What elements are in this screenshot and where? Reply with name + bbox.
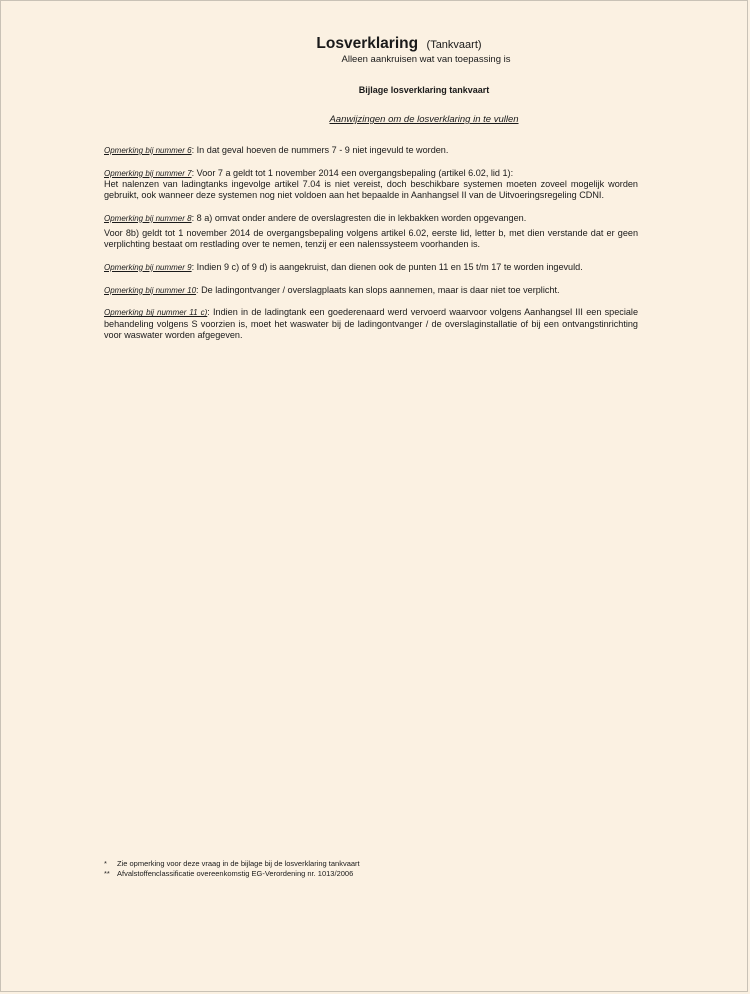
note-ref: Opmerking bij nummer 10 [104, 285, 197, 295]
note-text: : Indien 9 c) of 9 d) is aangekruist, dan dienen ook de punten 11 en 15 t/m 17 te worden ingevuld. [191, 261, 583, 272]
footnote-text: Afvalstoffenclassificatie overeenkomstig EG-Verordening nr. 1013/2006 [117, 869, 354, 878]
page-subtitle: Alleen aankruisen wat van toepassing is [341, 54, 511, 65]
note-ref: Opmerking bij nummer 8 [104, 213, 192, 223]
footnote [104, 859, 638, 869]
note-text: : Indien in de ladingtank een goederenaard werd vervoerd waarvoor volgens Aanhangsel III een speciale behandeling volgens S voorzien is, moet het waswater bij de ladingontvanger / de overslaginstallatie of bij een ontvangstinrichting voor waswater worden afgegeven. [104, 307, 638, 340]
note-extra: Voor 8b) geldt tot 1 november 2014 de overgangsbepaling volgens artikel 6.02, eerste lid, letter b, met dien verstande dat er geen verplichting bestaat om restlading over te nemen, tenzij er een nalenssysteem voorhanden is. [104, 228, 638, 250]
note-7 [104, 168, 638, 202]
footnote [104, 869, 638, 879]
note-6 [104, 145, 638, 156]
note-9 [104, 262, 638, 273]
note-10 [104, 285, 638, 296]
footnote-mark: ** [104, 869, 110, 878]
note-text: : In dat geval hoeven de nummers 7 - 9 niet ingevuld te worden. [191, 145, 449, 155]
note-text: : Voor 7 a geldt tot 1 november 2014 een overgangsbepaling (artikel 6.02, lid 1): [191, 167, 514, 178]
title-block [1, 35, 747, 66]
note-extra: Het nalenzen van ladingtanks ingevolge artikel 7.04 is niet vereist, doch beschikbare systemen moeten zoveel mogelijk worden gebruikt, ook wanneer deze systemen nog niet voldoen aan het bepaalde in Aanhangsel II van de Uitvoeringsregeling CDNI. [104, 178, 638, 201]
note-ref: Opmerking bij nummer 9 [104, 262, 192, 272]
note-text: : De ladingontvanger / overslagplaats kan slops aannemen, maar is daar niet toe verplicht. [196, 284, 560, 295]
note-ref: Opmerking bij nummer 11 c) [104, 308, 208, 318]
note-8 [104, 213, 638, 251]
note-ref: Opmerking bij nummer 7 [104, 168, 192, 178]
footnote-text: Zie opmerking voor deze vraag in de bijlage bij de losverklaring tankvaart [117, 859, 360, 868]
bijlage-heading: Bijlage losverklaring tankvaart [358, 85, 490, 95]
footnotes [104, 859, 638, 879]
note-text: : 8 a) omvat onder andere de overslagresten die in lekbakken worden opgevangen. [191, 212, 527, 223]
page-title-suffix: (Tankvaart) [426, 39, 482, 51]
note-11c [104, 307, 638, 341]
page-title: Losverklaring [316, 35, 419, 52]
instructions-heading: Aanwijzingen om de losverklaring in te vullen [329, 114, 519, 125]
notes-list [104, 145, 638, 352]
note-ref: Opmerking bij nummer 6 [104, 146, 192, 155]
footnote-mark: * [104, 859, 107, 868]
